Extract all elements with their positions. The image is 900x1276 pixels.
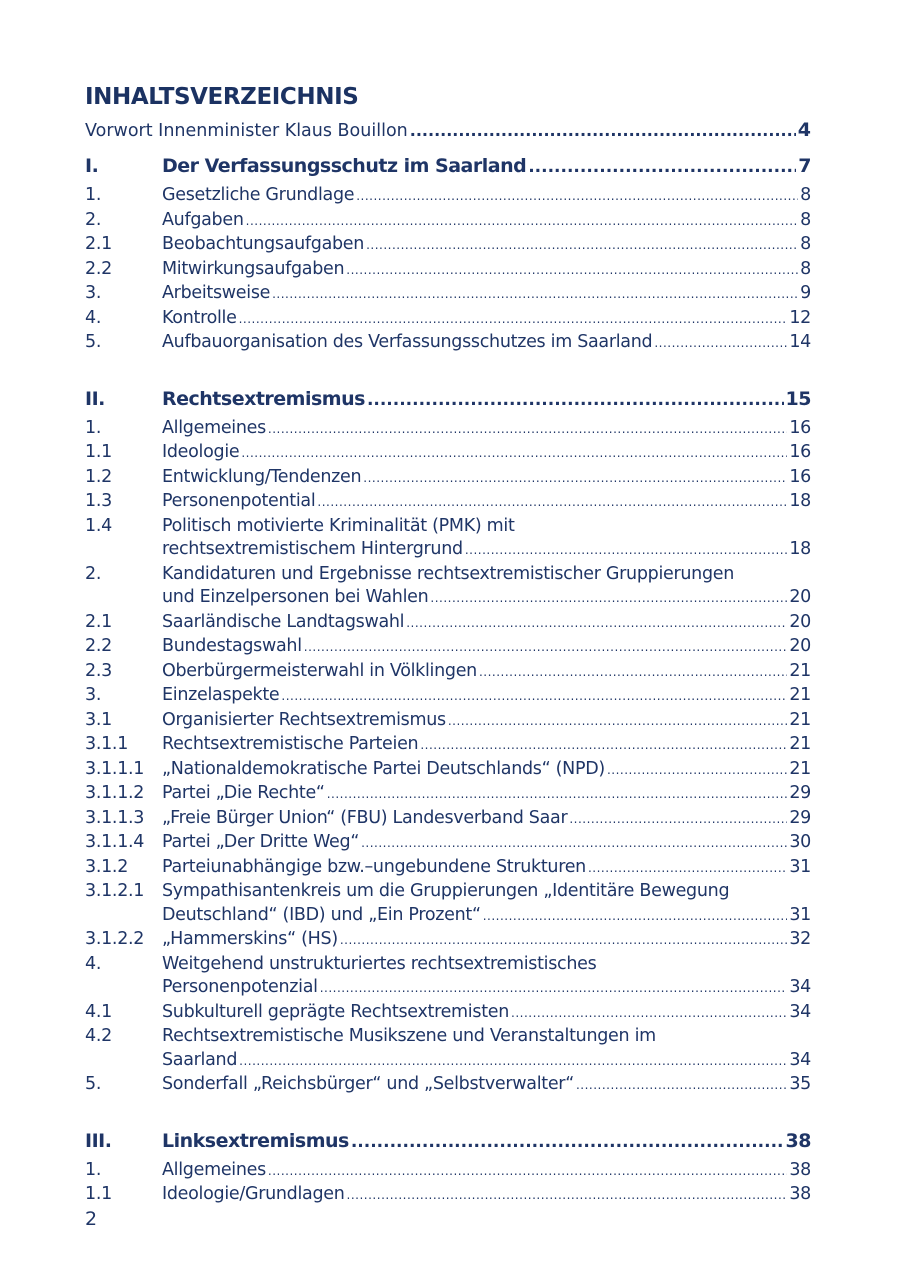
toc-entry-number: 4. [85,953,102,974]
toc-entry-page: 21 [789,758,811,779]
toc-entry-number: 3.1.1.3 [85,807,145,828]
toc-entry-body [162,953,811,1001]
toc-entry-number: 4.1 [85,1001,112,1022]
leader-dots [346,259,798,283]
toc-entry[interactable] [85,1159,811,1184]
toc-entry-number: 1.1 [85,1184,112,1204]
toc-entry-page: 34 [789,977,811,997]
toc-entry-text: Arbeitsweise [162,283,271,303]
toc-entry-line [162,417,811,442]
toc-entry-text: Subkulturell geprägte Rechtsextremisten [162,1001,510,1022]
leader-dots [479,661,787,685]
toc-entry-page: 8 [800,234,811,254]
toc-entry-text: Personenpotential [162,491,316,511]
toc-entry-line [162,856,811,881]
toc-entry-line [162,807,811,832]
toc-entry-page: 8 [800,258,811,279]
section-title: Linksextremismus [162,1129,349,1152]
toc-entry-line [162,233,811,258]
toc-entry-number: 1.1 [85,442,112,462]
toc-entry-page: 12 [789,307,811,328]
toc-entry-page: 21 [789,709,811,730]
toc-entry-page: 8 [800,185,811,205]
toc-entry-line [162,733,811,758]
toc-entry-number: 3.1.2 [85,856,129,877]
toc-entry-page: 16 [789,417,811,438]
leader-dots [366,234,798,258]
toc-entry-page: 20 [789,611,811,632]
toc-entry-line [162,184,811,209]
toc-entry-text: Partei „Der Dritte Weg“ [162,832,360,852]
toc-section-heading[interactable] [85,384,811,415]
toc-entry-page: 9 [800,283,811,303]
leader-dots [317,491,787,515]
toc-entry-body [162,1025,811,1073]
toc-entry[interactable] [85,1001,811,1026]
toc-entry-number: 2.1 [85,611,112,632]
toc-entry-body [162,1183,811,1208]
toc-entry-line [162,1159,811,1184]
toc-entry[interactable] [85,258,811,283]
toc-entry[interactable] [85,515,811,563]
toc-entry-text: Vorwort Innenminister Klaus Bouillon [85,121,408,141]
toc-entry-text: Sympathisantenkreis um die Gruppierungen „Identitäre Bewegung [162,881,730,901]
toc-entry-number: 3.1.1.4 [85,832,145,852]
toc-entry-line [162,331,811,356]
toc-entry-text: Parteiunabhängige bzw.–ungebundene Strukturen [162,856,586,877]
toc-entry-number: 4. [85,307,102,328]
toc-entry-number: 3. [85,685,102,705]
leader-dots [430,587,787,611]
toc-entry-line [162,953,811,977]
toc-entry-body [162,928,811,953]
toc-entry-page: 29 [789,783,811,803]
toc-entry-line [162,1183,811,1208]
leader-dots [465,539,788,563]
toc-entry-page: 16 [789,442,811,462]
leader-dots [511,1002,787,1026]
leader-dots [576,1074,787,1098]
toc-entry-text: Weitgehend unstrukturiertes rechtsextremistisches [162,953,597,974]
toc-entry-line [162,307,811,332]
toc-entry-body [162,282,811,307]
leader-dots [268,1160,787,1184]
toc-entry-text: Entwicklung/Tendenzen [162,466,362,487]
toc-entry-text: rechtsextremistischem Hintergrund [162,539,463,559]
toc-entry[interactable] [85,928,811,953]
toc-entry-number: 3.1.2.1 [85,881,145,901]
toc-entry-number: 3.1 [85,709,112,730]
toc-entry-line [162,563,811,587]
leader-dots [654,332,787,356]
toc-sections [85,143,811,1208]
toc-entry-text: Kandidaturen und Ergebnisse rechtsextremistischer Gruppierungen [162,563,735,584]
toc-entry[interactable] [85,807,811,832]
toc-entry-text: Beobachtungsaufgaben [162,234,365,254]
toc-entry-line [162,880,811,904]
toc-entry-line [162,611,811,636]
toc-entry-line [162,928,811,953]
toc-entry-page: 38 [789,1159,811,1180]
toc-entry-text: Sonderfall „Reichsbürger“ und „Selbstverwalter“ [162,1074,574,1094]
toc-entry-text: Mitwirkungsaufgaben [162,258,345,279]
toc-entry[interactable] [85,1183,811,1208]
leader-dots [239,1050,787,1074]
section-number: II. [85,387,105,410]
leader-dots [246,210,799,234]
leader-dots [420,734,787,758]
section-title: Rechtsextremismus [162,387,365,410]
toc-entry-text: Bundestagswahl [162,636,302,656]
toc-entry[interactable] [85,831,811,856]
toc-entry-number: 3.1.2.2 [85,929,145,949]
toc-entry-number: 5. [85,332,102,352]
leader-dots [361,832,787,856]
toc-heading: INHALTSVERZEICHNIS [85,84,359,110]
toc-entry-line [162,904,811,929]
toc-entry-text: Rechtsextremistische Parteien [162,734,419,754]
toc-entry-page: 31 [789,904,811,925]
toc-entry-line [162,586,811,611]
toc-entry-number: 2.2 [85,258,112,279]
toc-entry-page: 20 [789,587,811,607]
toc-entry-page: 18 [789,491,811,511]
toc-entry-line [162,1025,811,1049]
toc-entry-text: Saarländische Landtagswahl [162,611,405,632]
toc-entry-text: Organisierter Rechtsextremismus [162,709,446,730]
toc-entry-line [162,441,811,466]
leader-dots [528,152,796,182]
toc-entry-body [162,635,811,660]
toc-entry-body [162,441,811,466]
leader-dots [268,418,787,442]
leader-dots [406,612,787,636]
table-of-contents [85,82,811,1208]
toc-entry-text: Personenpotenzial [162,977,318,997]
toc-entry-page: 32 [789,929,811,949]
toc-entry-body [162,684,811,709]
toc-entry-body [162,331,811,356]
toc-entry[interactable] [85,611,811,636]
toc-entry[interactable] [85,1025,811,1073]
toc-entry-number: 2. [85,563,102,584]
toc-entry-text: Partei „Die Rechte“ [162,783,325,803]
toc-entry-body [162,466,811,491]
toc-entry-text: Ideologie/Grundlagen [162,1184,345,1204]
section-page: 38 [785,1129,811,1152]
toc-entry-number: 4.2 [85,1026,112,1046]
toc-entry[interactable] [85,782,811,807]
toc-entry-line [162,538,811,563]
toc-entry[interactable] [85,733,811,758]
toc-entry-line [162,515,811,539]
toc-entry-page: 21 [789,685,811,705]
toc-entry[interactable] [85,282,811,307]
toc-entry-page: 38 [789,1184,811,1204]
toc-entry-number: 1. [85,417,102,438]
toc-entry-body [162,563,811,611]
toc-entry-body [162,611,811,636]
toc-entry[interactable] [85,953,811,1001]
leader-dots [239,308,788,332]
toc-entry-number: 1.2 [85,466,112,487]
toc-entry-line [162,684,811,709]
leader-dots [483,905,788,929]
toc-entry-line [162,709,811,734]
toc-entry-text: Einzelaspekte [162,685,280,705]
toc-entry-number: 3.1.1.1 [85,758,145,779]
toc-entry-line [162,1073,811,1098]
toc-entry-number: 1. [85,1159,102,1180]
toc-entry[interactable] [85,490,811,515]
toc-entry[interactable] [85,441,811,466]
toc-entry-text: Gesetzliche Grundlage [162,185,355,205]
leader-dots [272,283,798,307]
toc-entry-number: 3.1.1 [85,734,129,754]
toc-entry-line [162,1049,811,1074]
toc-entry-body [162,733,811,758]
leader-dots [588,857,787,881]
toc-entry-number: 1. [85,185,102,205]
toc-entry-line [162,758,811,783]
leader-dots [281,685,787,709]
toc-section-heading[interactable] [85,151,811,182]
toc-entry-line [162,831,811,856]
toc-entry[interactable] [85,417,811,442]
toc-entry-number: 1.3 [85,491,112,511]
toc-entry-body [162,307,811,332]
leader-dots [327,783,788,807]
toc-entry-text: Ideologie [162,442,240,462]
section-number: I. [85,155,99,177]
leader-dots [356,185,798,209]
toc-entry-text: Deutschland“ (IBD) und „Ein Prozent“ [162,904,481,925]
toc-entry-line [162,490,811,515]
toc-entry-number: 2.1 [85,234,112,254]
toc-entry-text: „Hammerskins“ (HS) [162,929,338,949]
toc-entry-body [162,184,811,209]
toc-entry-page: 14 [789,332,811,352]
toc-entry[interactable] [85,880,811,928]
section-page: 15 [785,387,811,410]
leader-dots [363,467,787,491]
toc-entry-page: 35 [789,1074,811,1094]
section-number: III. [85,1129,112,1152]
toc-entry-line [162,209,811,234]
leader-dots [340,929,787,953]
toc-entry-page: 34 [789,1001,811,1022]
toc-entry-body [162,758,811,783]
toc-entry[interactable] [85,709,811,734]
toc-entry[interactable] [85,233,811,258]
toc-entry-number: 1.4 [85,515,112,536]
toc-entry-line [162,258,811,283]
toc-entry-body [162,782,811,807]
toc-entry-line [162,466,811,491]
toc-entry[interactable] [85,635,811,660]
toc-section-heading[interactable] [85,1126,811,1157]
toc-entry-body [162,856,811,881]
toc-entry-text: Saarland [162,1049,238,1070]
toc-entry-page: 16 [789,466,811,487]
toc-entry-line [162,282,811,307]
toc-entry-page: 30 [789,832,811,852]
toc-entry-page: 29 [789,807,811,828]
toc-entry-text: und Einzelpersonen bei Wahlen [162,587,429,607]
section-spacer [85,1098,811,1126]
toc-entry-line [162,1001,811,1026]
section-title: Der Verfassungsschutz im Saarland [162,155,527,177]
toc-entry-body [162,709,811,734]
leader-dots [569,808,787,832]
toc-entry-text: „Nationaldemokratische Partei Deutschlands“ (NPD) [162,758,605,779]
leader-dots [410,119,796,143]
toc-entry-text: Kontrolle [162,307,237,328]
toc-entry-body [162,880,811,928]
toc-foreword-entry[interactable] [85,118,811,143]
toc-entry-body [162,490,811,515]
toc-entry-number: 2.3 [85,660,112,681]
toc-entry-body [162,807,811,832]
toc-entry-page: 18 [789,539,811,559]
toc-entry-number: 2.2 [85,636,112,656]
toc-entry-text: Allgemeines [162,417,266,438]
toc-entry-line [162,976,811,1001]
leader-dots [607,759,787,783]
toc-entry-line [162,660,811,685]
toc-entry[interactable] [85,660,811,685]
toc-entry-text: „Freie Bürger Union“ (FBU) Landesverband Saar [162,807,568,828]
leader-dots [351,1127,784,1157]
toc-entry-page: 8 [800,209,811,230]
toc-entry[interactable] [85,684,811,709]
leader-dots [347,1184,788,1208]
section-spacer [85,143,811,151]
toc-entry[interactable] [85,563,811,611]
toc-entry[interactable] [85,307,811,332]
toc-entry[interactable] [85,466,811,491]
toc-entry[interactable] [85,331,811,356]
toc-entry-body [162,258,811,283]
toc-entry[interactable] [85,758,811,783]
toc-entry-page: 20 [789,636,811,656]
toc-entry[interactable] [85,1073,811,1098]
toc-entry[interactable] [85,209,811,234]
toc-entry-line [162,782,811,807]
toc-entry-body [162,831,811,856]
toc-entry-body [162,233,811,258]
toc-entry[interactable] [85,184,811,209]
toc-entry-body [162,1159,811,1184]
section-spacer [85,356,811,384]
toc-entry-body [162,515,811,563]
section-page: 7 [798,155,811,177]
toc-entry-number: 3. [85,283,102,303]
toc-entry-page: 21 [789,660,811,681]
toc-entry-number: 3.1.1.2 [85,783,145,803]
toc-entry-page: 4 [797,119,811,141]
leader-dots [241,442,787,466]
leader-dots [448,710,787,734]
toc-entry-body [162,660,811,685]
toc-entry-page: 21 [789,734,811,754]
toc-entry-text: Politisch motivierte Kriminalität (PMK) mit [162,515,515,536]
toc-entry-page: 34 [789,1049,811,1070]
toc-entry[interactable] [85,856,811,881]
toc-entry-text: Allgemeines [162,1159,266,1180]
leader-dots [304,636,788,660]
toc-entry-text: Oberbürgermeisterwahl in Völklingen [162,660,477,681]
page-number: 2 [85,1208,98,1230]
toc-entry-number: 5. [85,1074,102,1094]
toc-entry-body [162,209,811,234]
toc-entry-body [162,1001,811,1026]
toc-entry-line [162,635,811,660]
toc-entry-number: 2. [85,209,102,230]
toc-entry-text: Aufbauorganisation des Verfassungsschutzes im Saarland [162,332,653,352]
toc-entry-page: 31 [789,856,811,877]
toc-entry-body [162,1073,811,1098]
toc-entry-body [162,417,811,442]
toc-entry-text: Aufgaben [162,209,244,230]
leader-dots [367,385,784,415]
leader-dots [320,977,788,1001]
toc-entry-text: Rechtsextremistische Musikszene und Veranstaltungen im [162,1026,656,1046]
